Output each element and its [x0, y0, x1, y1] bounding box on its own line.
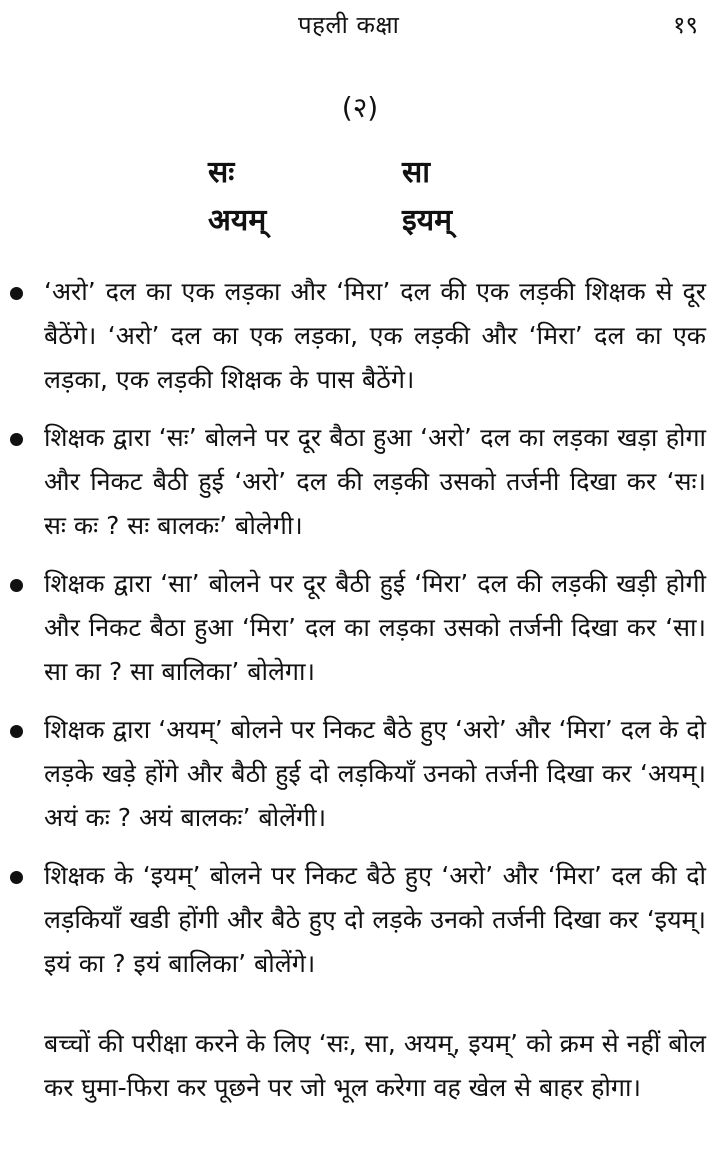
pronoun-masculine-distal: सः	[208, 155, 235, 190]
pronoun-row	[0, 150, 720, 198]
pronoun-feminine-distal: सा	[402, 155, 431, 190]
instruction-text: शिक्षक द्वारा ‘अयम्’ बोलने पर निकट बैठे हुए ‘अरो’ और ‘मिरा’ दल के दो लड़के खड़े होंगे और बैठी हुई दो लड़कियाँ उनको तर्जनी दिखा कर ‘अयम्। अयं कः ? अयं बालकः’ बोलेंगी।	[44, 715, 706, 832]
pronoun-feminine-proximal: इयम्	[402, 203, 453, 238]
closing-paragraph: बच्चों की परीक्षा करने के लिए ‘सः, सा, अयम्, इयम्’ को क्रम से नहीं बोल कर घुमा-फिरा कर पूछने पर जो भूल करेगा वह खेल से बाहर होगा।	[44, 1029, 706, 1102]
instruction-item	[0, 416, 720, 548]
pronoun-masculine-proximal: अयम्	[208, 203, 267, 238]
bullet-icon	[10, 725, 23, 738]
instruction-item	[0, 270, 720, 402]
bullet-icon	[10, 287, 23, 300]
bullet-icon	[10, 871, 23, 884]
instruction-list	[0, 270, 720, 1000]
instruction-item	[0, 708, 720, 840]
instruction-text: शिक्षक के ‘इयम्’ बोलने पर निकट बैठे हुए ‘अरो’ और ‘मिरा’ दल की दो लड़कियाँ खडी होंगी और बैठे हुए दो लड़के उनको तर्जनी दिखा कर ‘इयम्। इयं का ? इयं बालिका’ बोलेंगे।	[44, 861, 706, 978]
instruction-text: ‘अरो’ दल का एक लड़का और ‘मिरा’ दल की एक लड़की शिक्षक से दूर बैठेंगे। ‘अरो’ दल का एक लड़का, एक लड़की और ‘मिरा’ दल का एक लड़का, एक लड़की शिक्षक के पास बैठेंगे।	[44, 277, 706, 394]
running-title: पहली कक्षा	[298, 11, 400, 39]
pronoun-row	[0, 198, 720, 246]
bullet-icon	[10, 579, 23, 592]
instruction-text: शिक्षक द्वारा ‘सः’ बोलने पर दूर बैठा हुआ ‘अरो’ दल का लड़का खड़ा होगा और निकट बैठी हुई ‘अरो’ दल की लड़की उसको तर्जनी दिखा कर ‘सः। सः कः ? सः बालकः’ बोलेगी।	[44, 423, 706, 540]
instruction-text: शिक्षक द्वारा ‘सा’ बोलने पर दूर बैठी हुई ‘मिरा’ दल की लड़की खड़ी होगी और निकट बैठा हुआ ‘मिरा’ दल का लड़का उसको तर्जनी दिखा कर ‘सा। सा का ? सा बालिका’ बोलेगा।	[44, 569, 706, 686]
page-number: १९	[673, 11, 698, 39]
bullet-icon	[10, 433, 23, 446]
pronoun-table	[0, 150, 720, 246]
instruction-item	[0, 854, 720, 986]
section-number: (२)	[341, 91, 379, 124]
instruction-item	[0, 562, 720, 694]
